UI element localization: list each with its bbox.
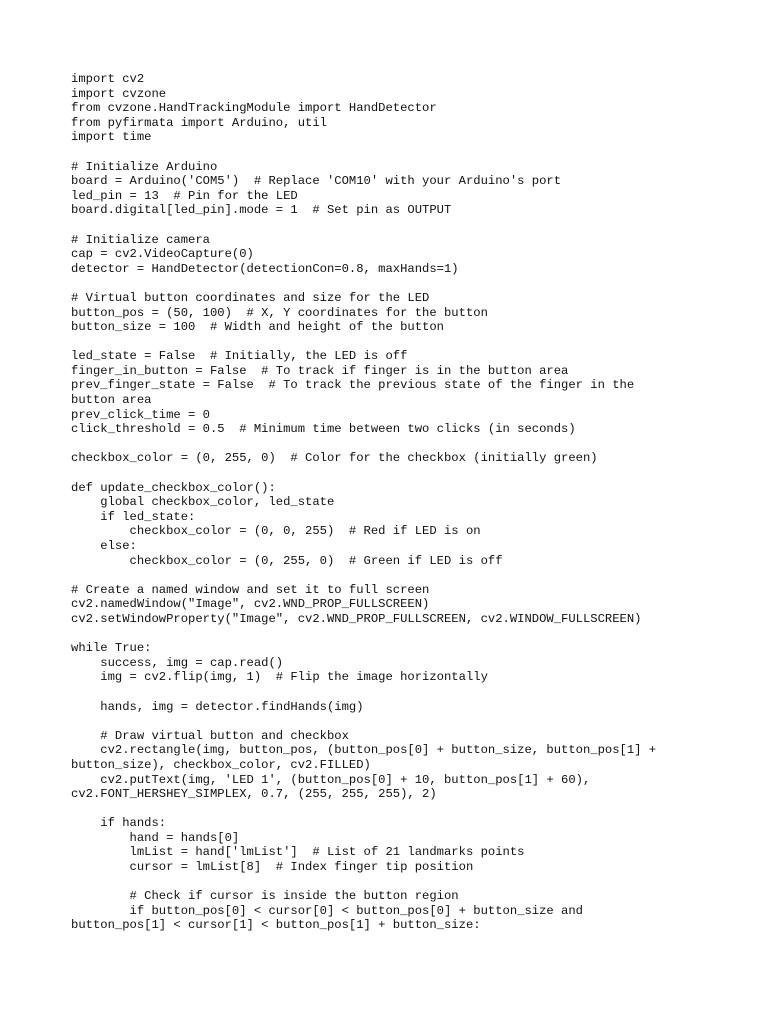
code-line: while True: (71, 641, 152, 656)
code-line: button_pos[1] < cursor[1] < button_pos[1] + button_size: (71, 918, 481, 933)
code-line: cv2.setWindowProperty("Image", cv2.WND_PROP_FULLSCREEN, cv2.WINDOW_FULLSCREEN) (71, 611, 642, 626)
code-line: from pyfirmata import Arduino, util (71, 115, 327, 130)
code-line: import cvzone (71, 86, 167, 101)
code-line (71, 437, 711, 452)
code-line (71, 335, 711, 350)
code-line: detector = HandDetector(detectionCon=0.8, maxHands=1) (71, 261, 459, 276)
code-line: img = cv2.flip(img, 1) # Flip the image horizontally (71, 670, 488, 685)
code-line (71, 714, 711, 729)
code-line: # Draw virtual button and checkbox (71, 728, 349, 743)
code-line: cursor = lmList[8] # Index finger tip position (71, 860, 474, 875)
code-line: click_threshold = 0.5 # Minimum time between two clicks (in seconds) (71, 422, 576, 437)
code-line: prev_click_time = 0 (71, 407, 210, 422)
code-line: hands, img = detector.findHands(img) (71, 699, 364, 714)
code-line: cv2.rectangle(img, button_pos, (button_pos[0] + button_size, button_pos[1] + (71, 743, 657, 758)
code-line (71, 685, 711, 700)
code-line: hand = hands[0] (71, 830, 240, 845)
code-line: checkbox_color = (0, 255, 0) # Color for the checkbox (initially green) (71, 451, 598, 466)
code-line (71, 802, 711, 817)
code-line: board.digital[led_pin].mode = 1 # Set pin as OUTPUT (71, 203, 452, 218)
code-line: success, img = cap.read() (71, 655, 284, 670)
code-line: else: (71, 539, 137, 553)
code-line (71, 568, 711, 583)
code-line (71, 218, 711, 233)
code-line (71, 145, 711, 160)
code-line: # Check if cursor is inside the button region (71, 889, 459, 904)
code-line: board = Arduino('COM5') # Replace 'COM10' with your Arduino's port (71, 174, 562, 189)
code-line: led_pin = 13 # Pin for the LED (71, 188, 298, 203)
code-line: # Create a named window and set it to full screen (71, 582, 430, 597)
code-line: import cv2 (71, 72, 145, 86)
code-line: # Initialize Arduino (71, 159, 218, 174)
code-block (71, 72, 711, 933)
code-line: global checkbox_color, led_state (71, 495, 335, 510)
code-line (71, 466, 711, 481)
code-line: button_size = 100 # Width and height of the button (71, 320, 444, 335)
code-line: if button_pos[0] < cursor[0] < button_pos[0] + button_size and (71, 903, 583, 918)
code-line: cv2.FONT_HERSHEY_SIMPLEX, 0.7, (255, 255, 255), 2) (71, 787, 437, 802)
code-line: def update_checkbox_color(): (71, 480, 276, 495)
code-line: if led_state: (71, 509, 196, 524)
code-line: lmList = hand['lmList'] # List of 21 landmarks points (71, 845, 525, 860)
code-line: prev_finger_state = False # To track the previous state of the finger in the (71, 378, 635, 393)
code-line: # Initialize camera (71, 232, 210, 247)
code-line: import time (71, 130, 152, 145)
code-line: button area (71, 393, 152, 408)
code-line (71, 875, 711, 890)
code-line: led_state = False # Initially, the LED is off (71, 349, 408, 364)
code-line: finger_in_button = False # To track if finger is in the button area (71, 363, 569, 378)
code-line (71, 276, 711, 291)
code-line: if hands: (71, 816, 167, 831)
code-line: button_size), checkbox_color, cv2.FILLED) (71, 757, 371, 772)
code-line: from cvzone.HandTrackingModule import HandDetector (71, 101, 437, 116)
code-line: # Virtual button coordinates and size for the LED (71, 290, 430, 305)
code-line: cv2.putText(img, 'LED 1', (button_pos[0] + 10, button_pos[1] + 60), (71, 772, 591, 787)
code-line: cap = cv2.VideoCapture(0) (71, 247, 254, 262)
code-line: cv2.namedWindow("Image", cv2.WND_PROP_FULLSCREEN) (71, 597, 430, 612)
code-line (71, 627, 711, 642)
code-line: checkbox_color = (0, 0, 255) # Red if LED is on (71, 524, 481, 539)
code-line: checkbox_color = (0, 255, 0) # Green if LED is off (71, 553, 503, 568)
code-line: button_pos = (50, 100) # X, Y coordinates for the button (71, 305, 488, 320)
